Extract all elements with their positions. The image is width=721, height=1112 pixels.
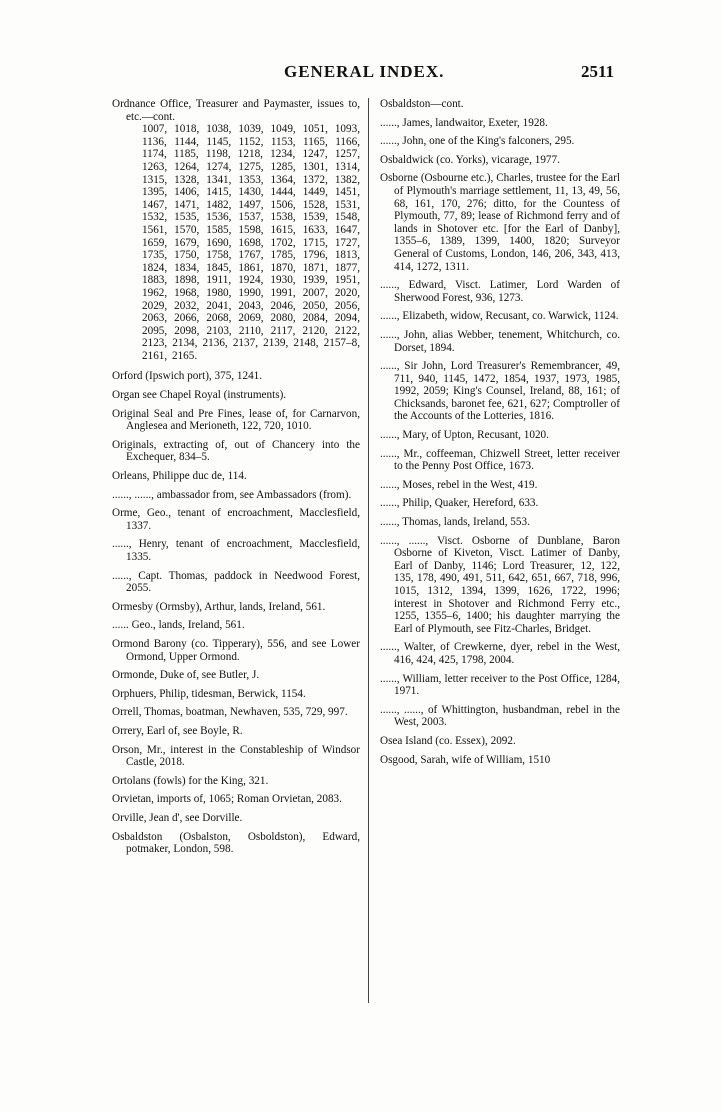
index-entry: ......, ......, ambassador from, see Ambassadors (from). — [112, 488, 352, 501]
column-divider — [368, 98, 369, 1003]
index-entry: Orvietan, imports of, 1065; Roman Orvietan, 2083. — [112, 793, 342, 806]
index-entry: ......, Philip, Quaker, Hereford, 633. — [380, 497, 539, 510]
page-number: 2511 — [580, 62, 614, 81]
index-entry: ......, ......, of Whittington, husbandman, rebel in the West, 2003. — [380, 703, 620, 729]
index-entry: Osgood, Sarah, wife of William, 1510 — [380, 753, 551, 766]
index-entry: Osbaldston (Osbalston, Osboldston), Edward, potmaker, London, 598. — [112, 830, 360, 856]
index-entry: Orphuers, Philip, tidesman, Berwick, 1154. — [112, 687, 306, 700]
index-entry: Osborne (Osbourne etc.), Charles, trustee for the Earl of Plymouth's marriage settlement, 11, 13, 49, 56, 68, 161, 170, 276; ditto, for the Countess of Plymouth, 77, 89; lease of Richmond ferry and of lands in Shotover etc. [for the Earl of Danby], 1355–6, 1389, 1399, 1400, 1820; Surveyor General of Customs, London, 146, 206, 343, 413, 414, 1272, 1311. — [380, 172, 620, 273]
index-entry: ......, Sir John, Lord Treasurer's Remembrancer, 49, 711, 940, 1145, 1472, 1854, 1937, 1973, 1985, 1992, 2059; King's Counsel, Ireland, 88, 161; of Chicksands, baronet fee, 621, 627; Comptroller of the Accounts of the Lotteries, 1816. — [380, 360, 620, 423]
index-entry: Original Seal and Pre Fines, lease of, for Carnarvon, Anglesea and Merioneth, 122, 720, 1010. — [112, 407, 360, 433]
index-entry: Ortolans (fowls) for the King, 321. — [112, 774, 269, 787]
index-entry: ......, Walter, of Crewkerne, dyer, rebel in the West, 416, 424, 425, 1798, 2004. — [380, 641, 620, 666]
index-entry: ......, Mary, of Upton, Recusant, 1020. — [380, 429, 549, 442]
index-entry: Ormesby (Ormsby), Arthur, lands, Ireland, 561. — [112, 600, 326, 613]
index-entry: Ormonde, Duke of, see Butler, J. — [112, 669, 260, 682]
index-column-right — [380, 98, 620, 772]
index-entry: ......, Edward, Visct. Latimer, Lord Warden of Sherwood Forest, 936, 1273. — [380, 279, 620, 304]
index-entry: Orleans, Philippe duc de, 114. — [112, 470, 247, 483]
index-entry: ......, Henry, tenant of encroachment, Macclesfield, 1335. — [112, 538, 360, 563]
index-entry: ......, William, letter receiver to the Post Office, 1284, 1971. — [380, 672, 620, 698]
index-entry: ...... Geo., lands, Ireland, 561. — [112, 619, 245, 632]
index-entry: ......, Elizabeth, widow, Recusant, co. Warwick, 1124. — [380, 310, 619, 323]
index-column-left — [112, 98, 360, 862]
index-entry: Orrell, Thomas, boatman, Newhaven, 535, 729, 997. — [112, 706, 348, 719]
index-entry: Osbaldston—cont. — [380, 98, 464, 110]
index-entry: Osea Island (co. Essex), 2092. — [380, 734, 516, 747]
index-entry: ......, John, alias Webber, tenement, Whitchurch, co. Dorset, 1894. — [380, 328, 620, 354]
index-entry: ......, Thomas, lands, Ireland, 553. — [380, 516, 530, 529]
index-entry: Originals, extracting of, out of Chancery into the Exchequer, 834–5. — [112, 438, 360, 464]
index-entry: Orson, Mr., interest in the Constableship of Windsor Castle, 2018. — [112, 743, 360, 769]
index-entry: Ormond Barony (co. Tipperary), 556, and see Lower Ormond, Upper Ormond. — [112, 637, 360, 663]
index-entry: Orford (Ipswich port), 375, 1241. — [112, 370, 263, 383]
index-entry: ......, Capt. Thomas, paddock in Needwood Forest, 2055. — [112, 569, 360, 595]
index-entry: Orrery, Earl of, see Boyle, R. — [112, 724, 243, 737]
page-number-list: 1007, 1018, 1038, 1039, 1049, 1051, 1093, 1136, 1144, 1145, 1152, 1153, 1165, 1166, 1174, 1185, 1198, 1218, 1234, 1247, 1257, 1263, 1264, 1274, 1275, 1285, 1301, 1314, 1315, 1328, 1341, 1353, 1364, 1372, 1382, 1395, 1406, 1415, 1430, 1444, 1449, 1451, 1467, 1471, 1482, 1497, 1506, 1528, 1531, 1532, 1535, 1536, 1537, 1538, 1539, 1548, 1561, 1570, 1585, 1598, 1615, 1633, 1647, 1659, 1679, 1690, 1698, 1702, 1715, 1727, 1735, 1750, 1758, 1767, 1785, 1796, 1813, 1824, 1834, 1845, 1861, 1870, 1871, 1877, 1883, 1898, 1911, 1924, 1930, 1939, 1951, 1962, 1968, 1980, 1990, 1991, 2007, 2020, 2029, 2032, 2041, 2043, 2046, 2050, 2056, 2063, 2066, 2068, 2069, 2080, 2084, 2094, 2095, 2098, 2103, 2110, 2117, 2120, 2122, 2123, 2134, 2136, 2137, 2139, 2148, 2157–8, 2161, 2165. — [142, 123, 360, 362]
index-entry: ......, ......, Visct. Osborne of Dunblane, Baron Osborne of Kiveton, Visct. Latimer of Danby, Earl of Danby, 1146; Lord Treasurer, 12, 122, 135, 178, 490, 491, 511, 642, 651, 667, 718, 996, 1015, 1312, 1394, 1399, 1626, 1722, 1996; interest in Shotover and Richmond Ferry etc., 1255, 1355–6, 1400; his daughter marrying the Earl of Plymouth, see Fitz-Charles, Bridget. — [380, 534, 620, 635]
running-title: GENERAL INDEX. — [284, 62, 445, 81]
page-header — [110, 62, 614, 88]
index-entry: ......, Mr., coffeeman, Chizwell Street, letter receiver to the Penny Post Office, 1673. — [380, 447, 620, 473]
index-entry: ......, John, one of the King's falconers, 295. — [380, 135, 575, 148]
index-entry: Osbaldwick (co. Yorks), vicarage, 1977. — [380, 153, 560, 166]
index-entry: Orme, Geo., tenant of encroachment, Macclesfield, 1337. — [112, 507, 360, 532]
index-entry: ......, Moses, rebel in the West, 419. — [380, 478, 538, 491]
index-entry: Organ see Chapel Royal (instruments). — [112, 389, 287, 402]
index-entry: Ordnance Office, Treasurer and Paymaster, issues to, etc.—cont. — [112, 98, 360, 123]
index-entry: Orville, Jean d', see Dorville. — [112, 811, 243, 824]
index-entry: ......, James, landwaitor, Exeter, 1928. — [380, 116, 548, 129]
